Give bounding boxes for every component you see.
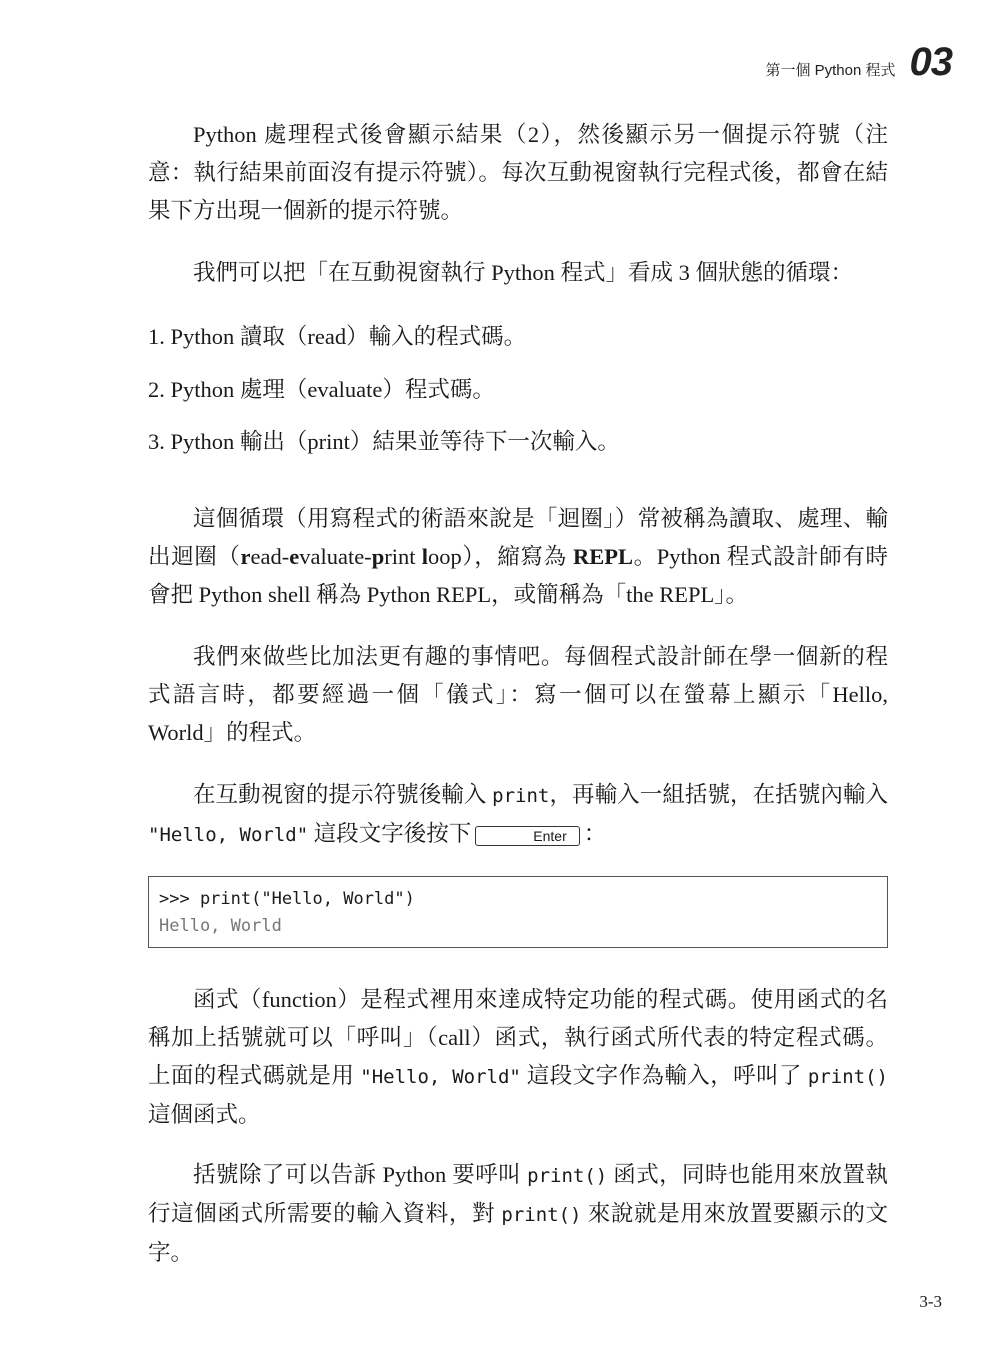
paragraph-result	[148, 116, 888, 230]
text: 這段文字後按下	[308, 821, 472, 846]
text: ead-	[250, 544, 290, 569]
inline-code: "Hello, World"	[360, 1066, 521, 1088]
text: 在互動視窗的提示符號後輸入	[193, 782, 493, 807]
text: 我們可以把「在互動視窗執行 Python 程式」看成 3 個狀態的循環：	[193, 260, 854, 285]
enter-key-icon: Enter	[475, 826, 579, 846]
text: 函式（function）是程式裡用來達成特定功能的程式碼。使用函式的名稱加上括號就可以「呼叫」（call）函式，執行函式所代表的特定程式碼。上面的程式碼就是用	[148, 987, 888, 1088]
text: ：	[583, 821, 607, 846]
list-item: 2. Python 處理（evaluate）程式碼。	[148, 377, 495, 402]
term-repl: REPL	[572, 544, 633, 569]
inline-code: print()	[527, 1165, 608, 1187]
list-item: 3. Python 輸出（print）結果並等待下一次輸入。	[148, 429, 620, 454]
running-header	[765, 40, 952, 85]
text: 來說就是用來放置要顯示的文字。	[148, 1201, 888, 1265]
chapter-title: 第一個 Python 程式	[765, 62, 896, 79]
paragraph-repl	[148, 500, 888, 614]
text: valuate-	[299, 544, 372, 569]
inline-code: print	[492, 785, 550, 807]
text: 括號除了可以告訴 Python 要呼叫	[193, 1162, 528, 1187]
paragraph-hello-world	[148, 638, 888, 752]
page-number: 3-3	[919, 1292, 942, 1311]
inline-code: print()	[501, 1204, 582, 1226]
text: 這段文字作為輸入，呼叫了	[520, 1063, 808, 1088]
inline-code: print()	[807, 1066, 888, 1088]
bold-letter: p	[371, 544, 385, 569]
paragraph-instructions	[148, 776, 888, 854]
text: 我們來做些比加法更有趣的事情吧。每個程式設計師在學一個新的程式語言時，都要經過一個「儀式」：寫一個可以在螢幕上顯示「Hello, World」的程式。	[148, 644, 888, 745]
code-input: >>> print("Hello, World")	[159, 889, 415, 909]
text: 函式，同時也能用來放置執行這個函式所需要的輸入資料，對	[148, 1162, 888, 1226]
inline-code: "Hello, World"	[148, 824, 309, 846]
text: oop），縮寫為	[427, 544, 573, 569]
text: Python 處理程式後會顯示結果（2），然後顯示另一個提示符號（注意：執行結果前面沒有提示符號）。每次互動視窗執行完程式後，都會在結果下方出現一個新的提示符號。	[148, 122, 888, 223]
bold-letter: e	[289, 544, 300, 569]
bold-letter: r	[240, 544, 251, 569]
bold-letter: l	[421, 544, 428, 569]
code-output: Hello, World	[159, 916, 282, 936]
code-block	[148, 876, 888, 948]
list-item: 1. Python 讀取（read）輸入的程式碼。	[148, 324, 527, 349]
paragraph-cycle-intro	[148, 254, 888, 292]
text: 這個循環（用寫程式的術語來說是「迴圈」）常被稱為讀取、處理、輸出迴圈（	[148, 506, 888, 569]
paragraph-function	[148, 981, 888, 1134]
text: rint	[384, 544, 422, 569]
chapter-number: 03	[909, 40, 952, 84]
text: ，再輸入一組括號，在括號內輸入	[549, 782, 888, 807]
text: 這個函式。	[148, 1102, 261, 1127]
paragraph-parentheses	[148, 1156, 888, 1272]
text: 。Python 程式設計師有時會把 Python shell 稱為 Python REPL，或簡稱為「the REPL」。	[148, 544, 888, 607]
